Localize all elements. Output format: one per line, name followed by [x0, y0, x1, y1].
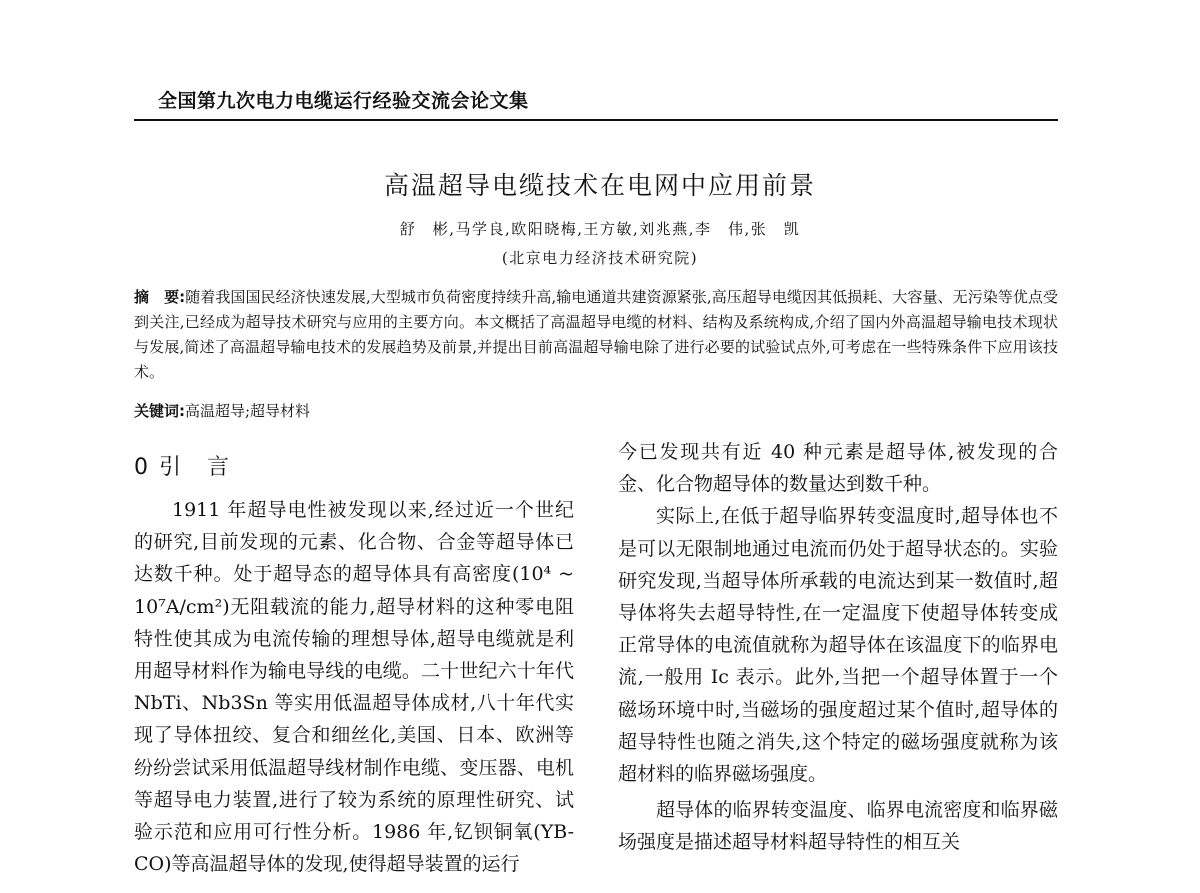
right-paragraph-0: 今已发现共有近 40 种元素是超导体,被发现的合金、化合物超导体的数量达到数千种。: [618, 441, 1058, 496]
right-paragraph-1: 实际上,在低于超导临界转变温度时,超导体也不是可以无限制地通过电流而仍处于超导状态的。实验研究发现,当超导体所承载的电流达到某一数值时,超导体将失去超导特性,在一定温度下使超导体转变成正常导体的电流值就称为超导体在该温度下的临界电流,一般用 Ic 表示。此外,当把一个超导体置于一个磁场环境中时,当磁场的强度超过某个值时,超导体的超导特性也随之消失,这个特定的磁场强度就称为该超材料的临界磁场强度。: [618, 505, 1058, 786]
paper-title: 高温超导电缆技术在电网中应用前景: [383, 171, 816, 200]
keywords-text: 高温超导;超导材料: [185, 402, 311, 420]
section-heading-introduction: 0 引 言: [134, 455, 231, 480]
abstract-label: 摘 要:: [134, 288, 186, 306]
abstract: [134, 285, 1058, 385]
keywords-label: 关键词:: [134, 402, 185, 420]
running-header: 全国第九次电力电缆运行经验交流会论文集: [158, 90, 529, 112]
affiliation: (北京电力经济技术研究院): [501, 249, 699, 267]
header-rule: [134, 119, 1058, 121]
right-column: [618, 436, 1058, 893]
left-paragraph-1: 1911 年超导电性被发现以来,经过近一个世纪的研究,目前发现的元素、化合物、合金等超导体已达数千种。处于超导态的超导体具有高密度(10⁴ ~ 10⁷A/cm²)无阻载流的能力,超导材料的这种零电阻特性使其成为电流传输的理想导体,超导电缆就是利用超导材料作为输电导线的电缆。二十世纪六十年代 NbTi、Nb3Sn 等实用低温超导体成材,八十年代实现了导体扭绞、复合和细丝化,美国、日本、欧洲等纷纷尝试采用低温超导线材制作电缆、变压器、电机等超导电力装置,进行了较为系统的原理性研究、试验示范和应用可行性分析。1986 年,钇钡铜氧(YB-CO)等高温超导体的发现,使得超导装置的运行: [134, 499, 574, 876]
keywords: [134, 399, 1058, 424]
left-column: [134, 494, 574, 893]
author-list: 舒 彬,马学良,欧阳晓梅,王方敏,刘兆燕,李 伟,张 凯: [399, 220, 801, 238]
abstract-text: 随着我国国民经济快速发展,大型城市负荷密度持续升高,输电通道共建资源紧张,高压超导电缆因其低损耗、大容量、无污染等优点受到关注,已经成为超导技术研究与应用的主要方向。本文概括了高温超导电缆的材料、结构及系统构成,介绍了国内外高温超导输电技术现状与发展,简述了高温超导输电技术的发展趋势及前景,并提出目前高温超导输电除了进行必要的试验试点外,可考虑在一些特殊条件下应用该技术。: [134, 288, 1059, 381]
right-paragraph-2: 超导体的临界转变温度、临界电流密度和临界磁场强度是描述超导材料超导特性的相互关: [618, 799, 1058, 854]
